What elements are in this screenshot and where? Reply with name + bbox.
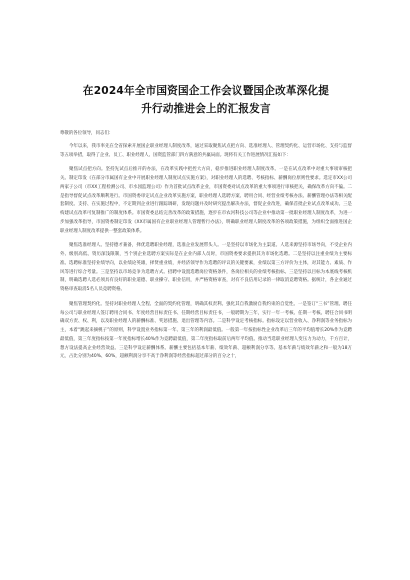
document-title	[60, 82, 352, 118]
paragraph-contract: 聚焦管理契约化。坚持对职业经理人全程、全面的契约化管理，明确其权责利。强化其自我激励自我约束的自觉性。一是签订“三书”管理。聘任每公司与职业经理人签订聘用合同书、年度经营目标责任书、任期经营目标责任书，一般聘期为三年，实行一年一考核、任期一考核。聘任合同书明确双方责、权、利，以及职业经理人的薪酬标准、奖惩措施、退出管理等内容。二是科学设定考核指标。指标设定以营业收入、净利润等业务指标为主，本着“跳起来摘桃子”的原则，科学设置业务指标第一年、第三年的利润最低值。一般第一年按指标性企业改革后三年的平均值增长20%作为竞聘最低值，第三年度指标按第一年度指标增长40%作为竞聘最低值，第二年度指标取前后两年平均值。推动当选职业经理人变压力为动力，千方百计，想方设法提高企业经营效益。三是科学设定薪酬体系。薪酬主要包括基本年薪、绩效年薪、超额利润分享等。基本年薪与绩效年薪之和一般为18万元，占比分别为40%、60%，超额利润分享不高于净利润等经营指标超过部分的百分之十，	[60, 301, 352, 360]
paragraph-intro: 今年以来，我市率先在全省探索开展国企职业经理人制度改革，通过采取聚焦试点把方向、选准经理人、管理契约化、运营市场化、支持与监督等五项举措，取得了企业、员工、职业经理人、国资监管部门四方满意的共赢局面。现将有关工作进展情况汇报如下：	[60, 143, 352, 158]
salutation: 尊敬的各位领导，同志们：	[60, 131, 114, 136]
title-line-1: 在2024年全市国资国企工作会议暨国企改革深化提	[82, 85, 330, 97]
document-body	[60, 130, 352, 362]
paragraph-pilot: 聚焦试点把方向。坚持先试点后推开的办法，在改革实践中把控大方向，稳步推进职业经理人制度改革。一是在试点改革中对重大事项审核把关。制定印发《在部分市属国有企业中开展职业经理人制度试点实施方案》，对职业经理人的选聘、考核指标、薪酬岗位原则性要求。选定市XX公司两家子公司（市XX工程检测公司、市水园监理公司）作为首批试点改革企业，市国资委对试点改革的重大事项进行审核把关，确保改革方向不偏。二是指导督促试点改革顺利进行。市国资委审定试点企业改革实施方案，职业经理人选聘方案、聘用合同、经营业绩考核办法、薪酬管理办法等相关配套制度。支持、在实施过程中，不定期到企业进行跟踪调研，发现问题并及时研究提出解决办法，督促企业改进，确保首批企业试点改革成功。三是构建试点改革可复制推广的制度体系。市国资委总结完善改革的政策措施，逐步在市农河科技公司等企业中推动第一批职业经理人制度改革，为进一步加强改革指导，市国资委制定印发《XX市属国有企业职业经理人管理暂行办法》，明确职业经理人制度改革的各项政策措施，为组织全面推进国企职业经理人制度改革提供一整套政策体系。	[60, 167, 352, 234]
paragraph-selection: 聚焦选准经理人。坚持德才兼备，择优选聘职业经理，选准企业发展带头人。一是坚持以市场化为主渠道。人选来源坚持市场导向，不受企业内外、级别高低、资历深浅限制，当个别企业选聘方案实际是在企业内部人员时，市国资委要求提供其为市场化选聘。二是坚持以注重业绩为主要标准。选聘标准坚持业绩导向，以业绩论英雄，择贤重业绩，并经济领导作为选聘的评议的关键要素，业绩以第三方评价为主体，对其能力、素质、作风等进行综合考量。三是坚持以市场竞争为选聘方式。招聘中设置选聘岗位资格条件，各岗位相关的业绩考核指标。三是坚持以目标为本底线考核机制，明确选聘人选必须具有良好的职业道德、职业操守、职业信用，并严格资格审查，对有不良信用记录的一律取消竞聘资格。据统计，各企业通过资格审查取消5名人员竞聘资格。	[60, 243, 352, 292]
title-line-2: 升行动推进会上的汇报发言	[141, 103, 271, 115]
